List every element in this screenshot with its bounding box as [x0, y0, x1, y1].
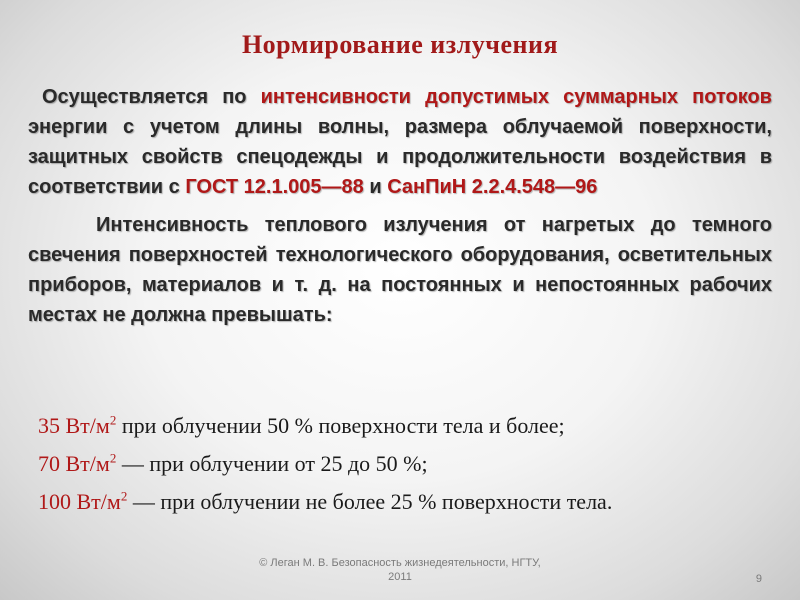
limit-value-text: 100 Вт/м [38, 489, 121, 514]
limit-text: — при облучении не более 25 % поверхности тела. [127, 489, 613, 514]
limits-list [38, 407, 778, 521]
limit-value [38, 489, 127, 514]
limit-item [38, 445, 778, 483]
limit-item [38, 407, 778, 445]
limit-value [38, 413, 116, 438]
slide-title: Нормирование излучения [241, 30, 559, 59]
limit-value-sup: 2 [120, 488, 128, 504]
limit-text: — при облучении от 25 до 50 %; [116, 451, 428, 476]
limit-value-sup: 2 [109, 412, 117, 428]
limit-value-sup: 2 [109, 450, 117, 466]
limit-value-text: 35 Вт/м [38, 413, 110, 438]
paragraph-text: и [363, 176, 388, 198]
paragraph-intensity: Интенсивность теплового излучения от нагретых до темного свечения поверхностей технологического оборудования, осветительных приборов, материалов и т. д. на постоянных и непостоянных рабочих местах не должна превышать: [28, 214, 772, 326]
limit-value [38, 451, 116, 476]
page-number: 9 [755, 573, 762, 585]
paragraph-text: Осуществляется по [42, 86, 261, 108]
slide-footer [0, 556, 800, 584]
highlight-gost: ГОСТ 12.1.005—88 [185, 176, 364, 198]
paragraph-text: энергии с учетом длины волны, размера облучаемой поверхности, защитных свойств спецодежды и продолжительности воздействия в соответствии с [28, 116, 772, 198]
footer-year: 2011 [388, 571, 412, 583]
limit-value-text: 70 Вт/м [38, 451, 110, 476]
slide-body [28, 82, 772, 330]
highlight-intensity: интенсивности допустимых суммарных потоков [260, 86, 772, 108]
paragraph-normalization [28, 82, 772, 202]
footer-copyright: © Леган М. В. Безопасность жизнедеятельности, НГТУ, [259, 557, 541, 569]
highlight-sanpin: СанПиН 2.2.4.548—96 [387, 176, 598, 198]
limit-text: при облучении 50 % поверхности тела и более; [116, 413, 565, 438]
limit-item [38, 483, 778, 521]
